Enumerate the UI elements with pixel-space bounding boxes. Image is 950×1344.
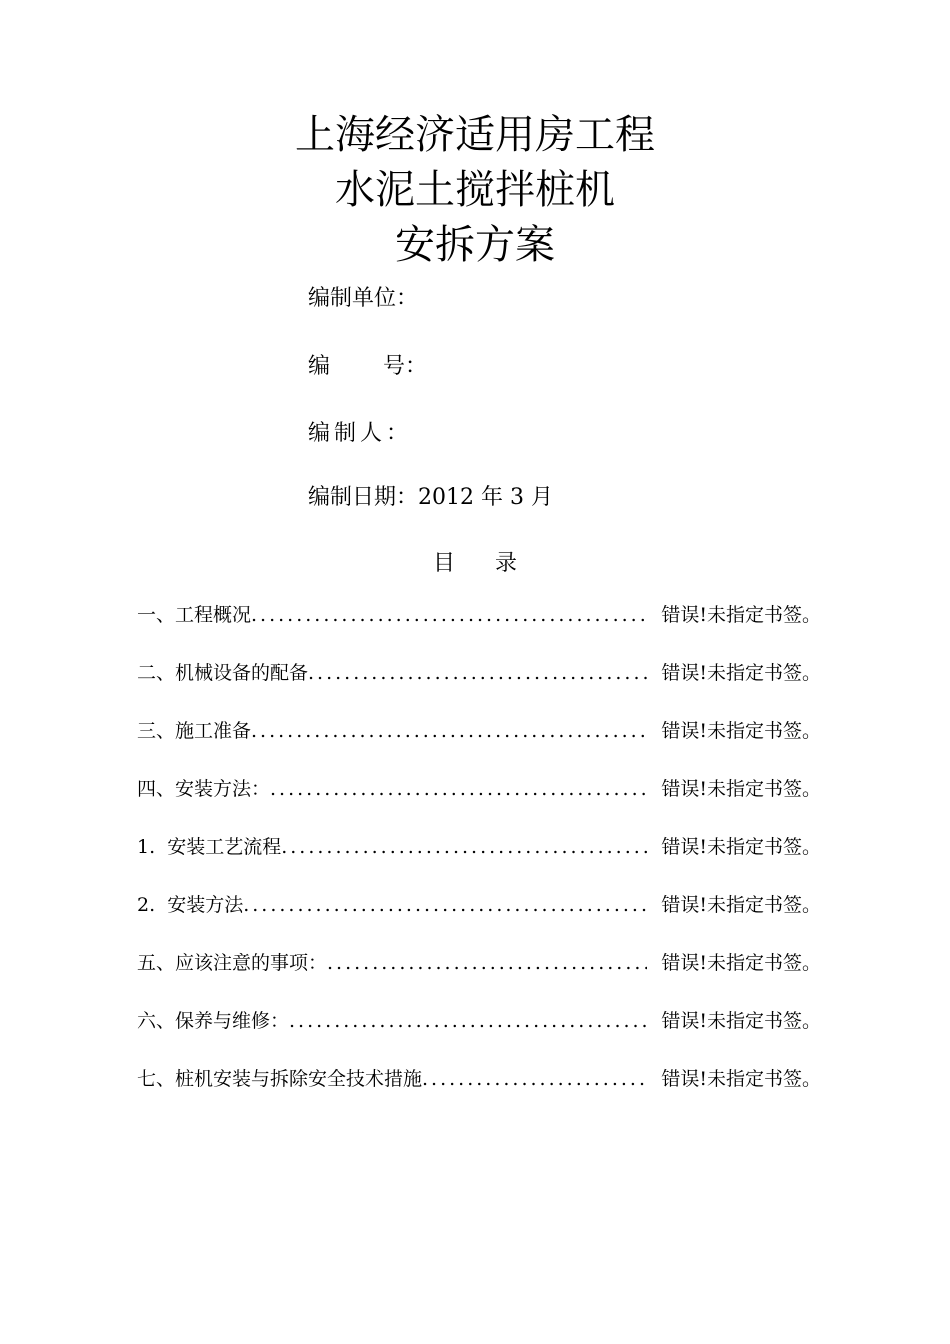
toc-entry-label: 七、桩机安装与拆除安全技术措施 <box>137 1068 423 1090</box>
toc-entry-label: 2. 安装方法 <box>137 894 244 916</box>
toc-entry-5[interactable] <box>137 832 821 862</box>
toc-entry-7[interactable] <box>137 948 821 978</box>
toc-leader-dots <box>251 716 647 746</box>
toc-entry-ref: 错误!未指定书签。 <box>661 720 821 742</box>
title-line-2: 水泥土搅拌桩机 <box>335 167 615 213</box>
title-line-3: 安拆方案 <box>395 222 555 268</box>
toc-entry-label: 一、工程概况 <box>137 604 252 626</box>
toc-entry-label: 三、施工准备 <box>137 720 252 742</box>
document-number-label-part-b: 号： <box>383 354 428 379</box>
toc-entry-label: 四、安装方法： <box>137 778 271 800</box>
toc-entry-2[interactable] <box>137 658 821 688</box>
title-line-1: 上海经济适用房工程 <box>295 112 655 158</box>
toc-entry-label: 六、保养与维修： <box>137 1010 290 1032</box>
toc-heading-part-b: 录 <box>495 551 518 576</box>
toc-leader-dots <box>308 658 647 688</box>
toc-entry-1[interactable] <box>137 600 821 630</box>
toc-entry-6[interactable] <box>137 890 821 920</box>
toc-entry-ref: 错误!未指定书签。 <box>661 662 821 684</box>
toc-entry-9[interactable] <box>137 1064 821 1094</box>
toc-leader-dots <box>270 774 647 804</box>
toc-heading-part-a: 目 <box>432 551 455 576</box>
toc-leader-dots <box>422 1064 647 1094</box>
toc-leader-dots <box>327 948 647 978</box>
toc-leader-dots <box>243 890 647 920</box>
document-number-label <box>308 352 427 382</box>
toc-leader-dots <box>289 1006 647 1036</box>
toc-entry-ref: 错误!未指定书签。 <box>661 1068 821 1090</box>
compiling-unit-label: 编制单位： <box>308 286 419 311</box>
toc-entry-label: 五、应该注意的事项： <box>137 952 328 974</box>
toc-heading <box>0 549 950 579</box>
toc-entry-ref: 错误!未指定书签。 <box>661 604 821 626</box>
toc-entry-label: 二、机械设备的配备 <box>137 662 309 684</box>
toc-leader-dots <box>251 600 647 630</box>
toc-entry-label: 1. 安装工艺流程 <box>137 836 282 858</box>
toc-entry-ref: 错误!未指定书签。 <box>661 894 821 916</box>
toc-entry-3[interactable] <box>137 716 821 746</box>
toc-entry-ref: 错误!未指定书签。 <box>661 1010 821 1032</box>
toc-entry-ref: 错误!未指定书签。 <box>661 836 821 858</box>
toc-leader-dots <box>281 832 647 862</box>
toc-entry-8[interactable] <box>137 1006 821 1036</box>
author-label: 编制人： <box>308 421 413 446</box>
document-number-label-part-a: 编 <box>308 354 331 379</box>
compile-date: 编制日期：2012 年 3 月 <box>308 485 553 510</box>
toc-entry-4[interactable] <box>137 774 821 804</box>
toc-entry-ref: 错误!未指定书签。 <box>661 952 821 974</box>
toc-entry-ref: 错误!未指定书签。 <box>661 778 821 800</box>
